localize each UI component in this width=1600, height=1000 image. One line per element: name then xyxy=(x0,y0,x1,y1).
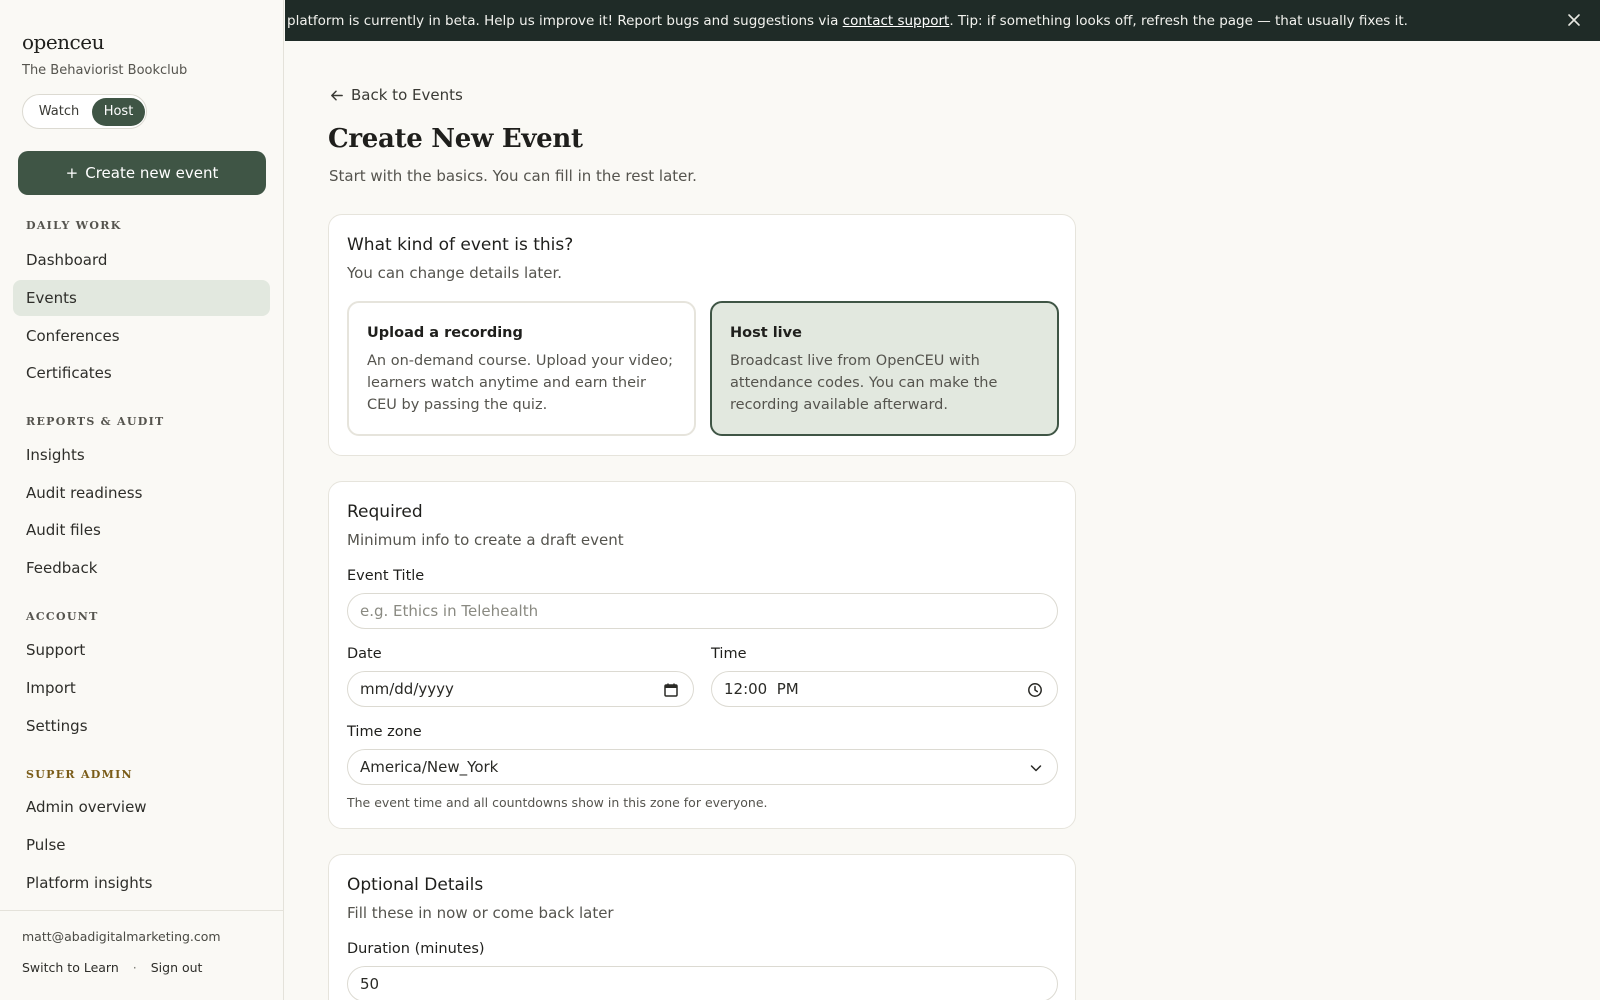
mode-host-option[interactable]: Host xyxy=(92,98,145,126)
switch-to-learn-link[interactable]: Switch to Learn xyxy=(22,960,119,975)
sidebar-item-pulse[interactable]: Pulse xyxy=(26,836,66,854)
create-new-event-label: Create new event xyxy=(85,164,219,182)
sidebar xyxy=(0,0,284,1000)
sidebar-item-events[interactable]: Events xyxy=(13,280,270,316)
duration-value: 50 xyxy=(360,975,380,993)
sidebar-item-audit-files[interactable]: Audit files xyxy=(26,521,101,539)
duration-input[interactable] xyxy=(347,966,1058,1000)
required-card xyxy=(328,481,1076,829)
sidebar-item-support[interactable]: Support xyxy=(26,641,86,659)
nav-heading-daily-work: DAILY WORK xyxy=(26,219,122,232)
mode-toggle xyxy=(22,94,147,129)
time-label: Time xyxy=(711,646,747,662)
required-title: Required xyxy=(347,502,423,522)
time-value: 12:00 PM xyxy=(724,680,799,698)
event-type-subtitle: You can change details later. xyxy=(347,264,563,282)
banner-text-before: platform is currently in beta. Help us improve it! Report bugs and suggestions via xyxy=(287,12,843,29)
back-to-events-label: Back to Events xyxy=(351,86,463,104)
sidebar-item-settings[interactable]: Settings xyxy=(26,717,88,735)
back-to-events-link[interactable] xyxy=(329,86,463,104)
page-subtitle: Start with the basics. You can fill in the rest later. xyxy=(329,167,697,185)
brand-logo[interactable]: openceu xyxy=(22,30,104,54)
contact-support-link[interactable]: contact support xyxy=(842,12,950,29)
banner-text-after: . Tip: if something looks off, refresh the page — that usually fixes it. xyxy=(949,12,1408,29)
sidebar-item-conferences[interactable]: Conferences xyxy=(26,327,120,345)
separator-dot: · xyxy=(132,960,137,975)
nav-heading-reports-audit: REPORTS & AUDIT xyxy=(26,415,165,428)
optional-details-title: Optional Details xyxy=(347,875,484,895)
clock-icon[interactable] xyxy=(1027,682,1043,702)
optional-details-subtitle: Fill these in now or come back later xyxy=(347,904,614,922)
duration-label: Duration (minutes) xyxy=(347,941,485,957)
option-description: An on-demand course. Upload your video; learners watch anytime and earn their CEU by passing the quiz. xyxy=(367,353,673,413)
date-label: Date xyxy=(347,646,382,662)
event-type-upload-recording[interactable] xyxy=(347,301,696,436)
option-title: Upload a recording xyxy=(367,325,523,341)
event-title-input[interactable] xyxy=(347,593,1058,629)
footer-links xyxy=(22,960,202,975)
sidebar-item-insights[interactable]: Insights xyxy=(26,446,85,464)
close-icon[interactable] xyxy=(1566,12,1582,28)
timezone-value: America/New_York xyxy=(360,758,499,776)
event-title-placeholder: e.g. Ethics in Telehealth xyxy=(360,602,539,620)
date-value: mm/dd/yyyy xyxy=(360,680,454,698)
sidebar-item-import[interactable]: Import xyxy=(26,679,76,697)
event-type-host-live[interactable] xyxy=(710,301,1059,436)
plus-icon: + xyxy=(65,164,79,182)
user-email: matt@abadigitalmarketing.com xyxy=(22,929,221,944)
chevron-down-icon xyxy=(1029,761,1043,779)
org-name: The Behaviorist Bookclub xyxy=(22,63,188,78)
required-subtitle: Minimum info to create a draft event xyxy=(347,531,624,549)
page-title: Create New Event xyxy=(328,124,583,154)
event-type-title: What kind of event is this? xyxy=(347,235,574,255)
option-description: Broadcast live from OpenCEU with attendance codes. You can make the recording available afterward. xyxy=(730,353,998,413)
timezone-select[interactable] xyxy=(347,749,1058,785)
nav-heading-super-admin: SUPER ADMIN xyxy=(26,768,133,781)
sidebar-item-admin-overview[interactable]: Admin overview xyxy=(26,798,147,816)
arrow-left-icon xyxy=(329,88,344,103)
sidebar-item-platform-insights[interactable]: Platform insights xyxy=(26,874,153,892)
time-input[interactable] xyxy=(711,671,1058,707)
sign-out-link[interactable]: Sign out xyxy=(150,960,203,975)
event-title-label: Event Title xyxy=(347,568,425,584)
sidebar-item-certificates[interactable]: Certificates xyxy=(26,364,112,382)
mode-watch-option[interactable]: Watch xyxy=(38,104,80,119)
nav-heading-account: ACCOUNT xyxy=(26,610,99,623)
sidebar-item-feedback[interactable]: Feedback xyxy=(26,559,98,577)
date-input[interactable] xyxy=(347,671,694,707)
create-new-event-button[interactable] xyxy=(18,151,266,195)
beta-banner-text xyxy=(285,13,1408,29)
calendar-icon[interactable] xyxy=(663,682,679,702)
optional-details-card xyxy=(328,854,1076,1000)
sidebar-item-dashboard[interactable]: Dashboard xyxy=(26,251,108,269)
timezone-label: Time zone xyxy=(347,724,422,740)
event-type-card xyxy=(328,214,1076,456)
beta-banner xyxy=(285,0,1600,41)
timezone-helper-text: The event time and all countdowns show in this zone for everyone. xyxy=(347,795,768,810)
option-title: Host live xyxy=(730,325,802,341)
sidebar-footer xyxy=(0,910,284,1000)
sidebar-item-audit-readiness[interactable]: Audit readiness xyxy=(26,484,143,502)
